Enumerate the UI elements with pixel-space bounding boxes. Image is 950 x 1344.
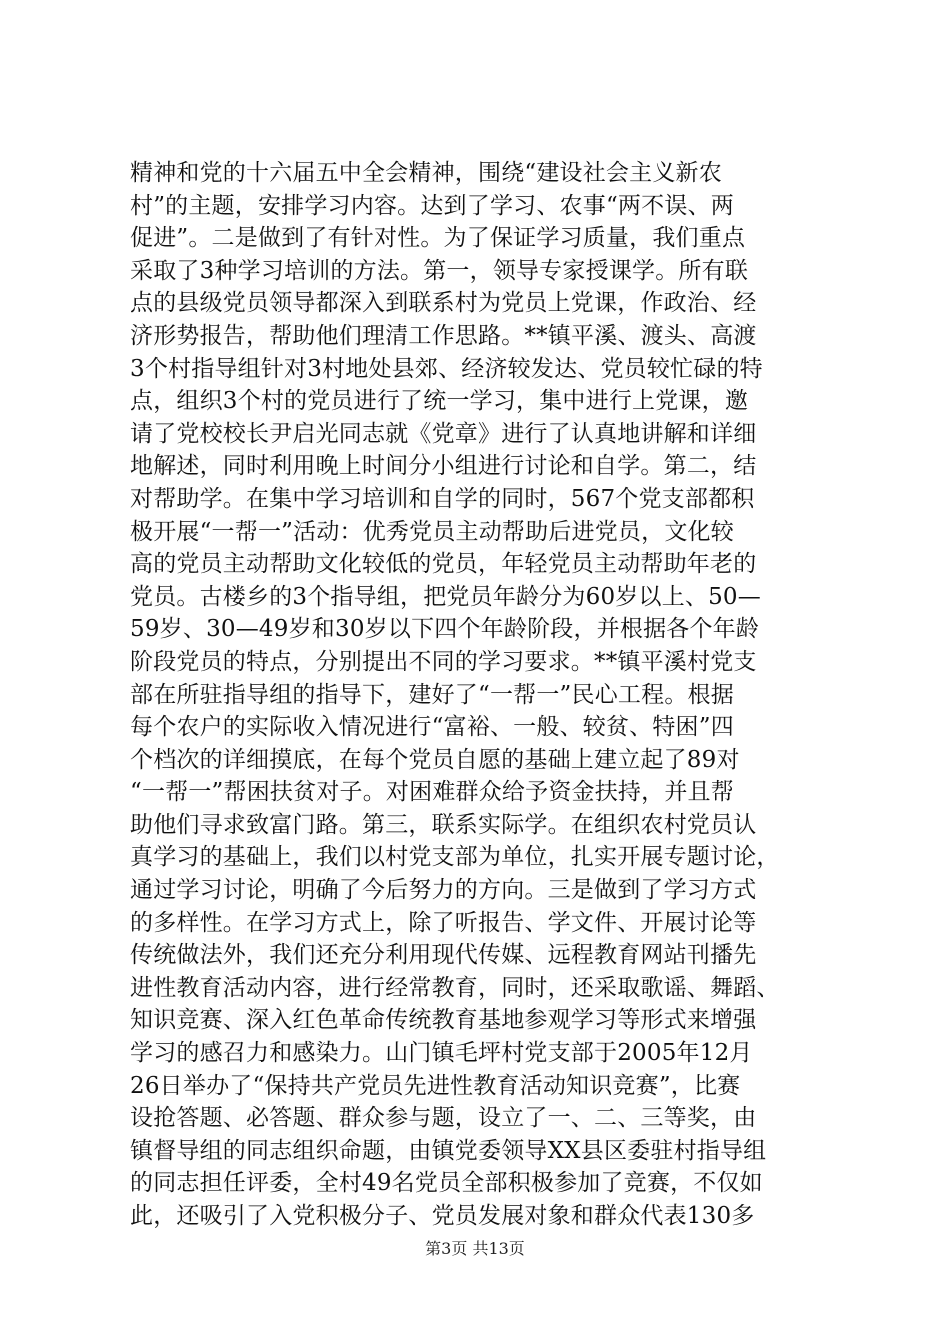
text-line: 知识竞赛、深入红色革命传统教育基地参观学习等形式来增强 — [130, 1007, 757, 1034]
text-line: 精神和党的十六届五中全会精神，围绕“建设社会主义新农 — [130, 160, 722, 186]
text-line: “一帮一”帮困扶贫对子。对困难群众给予资金扶持，并且帮 — [130, 779, 734, 806]
text-line: 真学习的基础上，我们以村党支部为单位，扎实开展专题讨论， — [130, 844, 780, 871]
text-line: 的多样性。在学习方式上，除了听报告、学文件、开展讨论等 — [130, 909, 757, 936]
text-line: 济形势报告，帮助他们理清工作思路。**镇平溪、渡头、高渡 — [130, 322, 757, 349]
text-line: 此，还吸引了入党积极分子、党员发展对象和群众代表130多 — [130, 1203, 755, 1229]
text-line: 26日举办了“保持共产党员先进性教育活动知识竞赛”，比赛 — [130, 1072, 741, 1099]
text-line: 传统做法外，我们还充分利用现代传媒、远程教育网站刊播先 — [130, 942, 757, 969]
text-line: 对帮助学。在集中学习培训和自学的同时，567个党支部都积 — [130, 485, 755, 512]
text-line: 点，组织3个村的党员进行了统一学习，集中进行上党课，邀 — [130, 388, 749, 415]
text-line: 阶段党员的特点，分别提出不同的学习要求。**镇平溪村党支 — [130, 648, 757, 675]
text-line: 个档次的详细摸底，在每个党员自愿的基础上建立起了89对 — [130, 746, 740, 773]
text-line: 地解述，同时利用晚上时间分小组进行讨论和自学。第二，结 — [130, 453, 757, 480]
text-line: 助他们寻求致富门路。第三，联系实际学。在组织农村党员认 — [130, 811, 757, 838]
text-line: 学习的感召力和感染力。山门镇毛坪村党支部于2005年12月 — [130, 1040, 753, 1067]
text-line: 请了党校校长尹启光同志就《党章》进行了认真地讲解和详细 — [130, 420, 757, 447]
text-line: 极开展“一帮一”活动：优秀党员主动帮助后进党员，文化较 — [130, 518, 734, 545]
text-line: 通过学习讨论，明确了今后努力的方向。三是做到了学习方式 — [130, 877, 757, 904]
text-line: 59岁、30—49岁和30岁以下四个年龄阶段，并根据各个年龄 — [130, 616, 760, 643]
text-line: 高的党员主动帮助文化较低的党员，年轻党员主动帮助年老的 — [130, 551, 757, 578]
text-line: 每个农户的实际收入情况进行“富裕、一般、较贫、特困”四 — [130, 714, 734, 741]
text-line: 设抢答题、必答题、群众参与题，设立了一、二、三等奖，由 — [130, 1105, 757, 1132]
text-line: 采取了3种学习培训的方法。第一，领导专家授课学。所有联 — [130, 257, 749, 284]
text-line: 的同志担任评委，全村49名党员全部积极参加了竞赛，不仅如 — [130, 1170, 763, 1197]
text-line: 进性教育活动内容，进行经常教育，同时，还采取歌谣、舞蹈、 — [130, 974, 780, 1001]
page-footer: 第3页 共13页 — [425, 1239, 525, 1258]
body-text — [130, 157, 830, 1233]
text-line: 3个村指导组针对3村地处县郊、经济较发达、党员较忙碌的特 — [130, 355, 763, 382]
text-line: 镇督导组的同志组织命题，由镇党委领导XX县区委驻村指导组 — [130, 1137, 767, 1164]
text-line: 部在所驻指导组的指导下，建好了“一帮一”民心工程。根据 — [130, 681, 734, 708]
text-line: 点的县级党员领导都深入到联系村为党员上党课，作政治、经 — [130, 290, 757, 317]
text-line: 村”的主题，安排学习内容。达到了学习、农事“两不误、两 — [130, 192, 734, 219]
text-line: 促进”。二是做到了有针对性。为了保证学习质量，我们重点 — [130, 225, 746, 252]
text-line: 党员。古楼乡的3个指导组，把党员年龄分为60岁以上、50— — [130, 583, 761, 610]
